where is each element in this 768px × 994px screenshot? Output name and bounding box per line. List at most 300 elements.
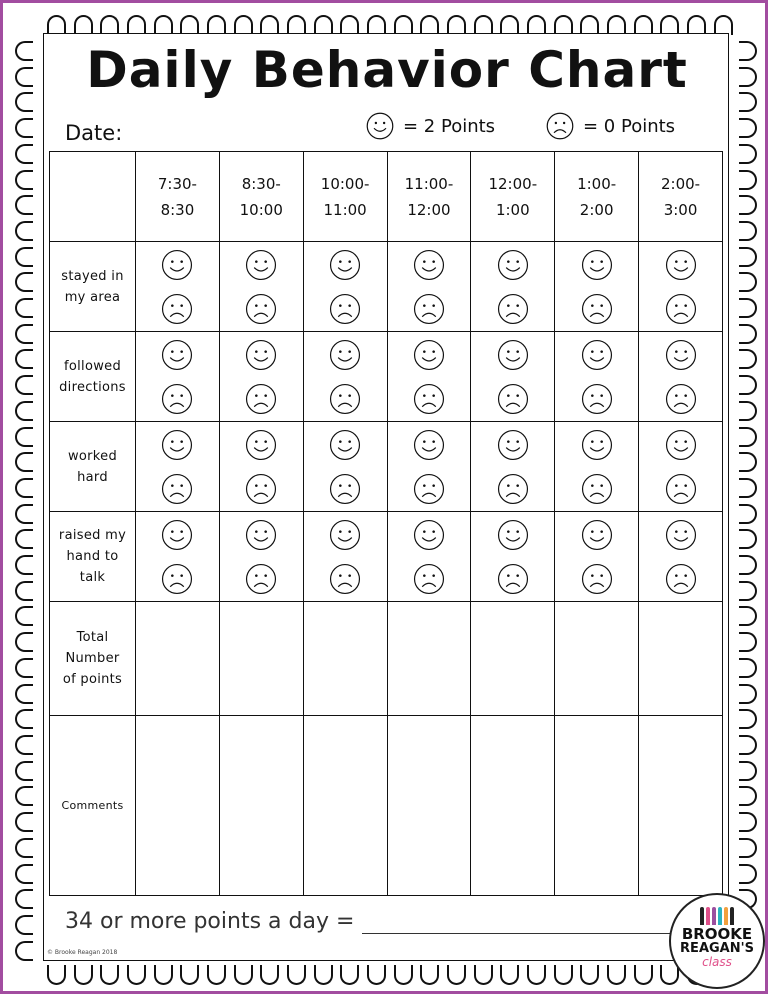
sad-face-icon[interactable]	[580, 562, 614, 596]
comments-cell[interactable]	[303, 716, 387, 896]
face-stack	[639, 338, 722, 416]
time-header-row	[50, 152, 723, 242]
scallop-bump	[739, 247, 757, 267]
sad-face-icon[interactable]	[496, 292, 530, 326]
scallop-bump	[15, 658, 33, 678]
comments-cell[interactable]	[219, 716, 303, 896]
happy-face-icon[interactable]	[664, 428, 698, 462]
sad-face-icon[interactable]	[328, 562, 362, 596]
total-label-line: of points	[62, 672, 123, 687]
behavior-chart-table	[49, 151, 723, 896]
scallop-bump	[15, 427, 33, 447]
scallop-bump	[15, 735, 33, 755]
happy-face-icon[interactable]	[328, 428, 362, 462]
happy-face-icon[interactable]	[580, 248, 614, 282]
face-stack	[136, 518, 219, 596]
happy-face-icon[interactable]	[496, 248, 530, 282]
scallop-bump	[739, 272, 757, 292]
rating-cell	[555, 332, 639, 422]
comments-cell[interactable]	[471, 716, 555, 896]
happy-face-icon[interactable]	[244, 428, 278, 462]
scallop-bump	[739, 452, 757, 472]
face-stack	[136, 428, 219, 506]
scallop-bump	[15, 170, 33, 190]
scallop-bump	[15, 864, 33, 884]
scallop-bump	[15, 915, 33, 935]
face-stack	[304, 518, 387, 596]
time-slot-line: 11:00	[323, 200, 367, 219]
rating-cell	[219, 422, 303, 512]
total-label-line: Total	[76, 630, 109, 645]
scallop-bump	[15, 889, 33, 909]
sad-face-icon[interactable]	[580, 472, 614, 506]
scallop-bump	[15, 709, 33, 729]
face-stack	[555, 518, 638, 596]
scallop-bump	[739, 812, 757, 832]
sad-face-icon[interactable]	[580, 382, 614, 416]
crayon-icon	[712, 907, 716, 925]
sad-face-icon[interactable]	[412, 292, 446, 326]
rating-cell	[639, 332, 723, 422]
scallop-bump	[739, 581, 757, 601]
total-points-cell[interactable]	[639, 602, 723, 716]
scallop-bump	[739, 504, 757, 524]
face-stack	[304, 248, 387, 326]
time-slot-line: 8:30-	[241, 174, 281, 193]
scallop-bump	[100, 965, 119, 985]
sad-face-icon[interactable]	[160, 382, 194, 416]
time-slot-line: 12:00	[407, 200, 451, 219]
scallop-bump	[15, 118, 33, 138]
scallop-bump	[607, 15, 626, 35]
face-stack	[639, 518, 722, 596]
rating-cell	[555, 242, 639, 332]
time-slot-line: 7:30-	[157, 174, 197, 193]
scallop-bump	[739, 555, 757, 575]
time-slot-header	[387, 152, 471, 242]
sad-face-icon[interactable]	[664, 472, 698, 506]
scallop-bump	[474, 15, 493, 35]
scallop-bump	[607, 965, 626, 985]
crayon-icons	[671, 907, 763, 927]
rating-cell	[471, 242, 555, 332]
scallop-bump	[74, 965, 93, 985]
scallop-bump	[15, 452, 33, 472]
sad-face-icon[interactable]	[412, 562, 446, 596]
happy-face-icon[interactable]	[412, 248, 446, 282]
scallop-bump	[154, 15, 173, 35]
rating-cell	[471, 332, 555, 422]
scallop-bump	[15, 555, 33, 575]
behavior-label	[50, 242, 136, 332]
brand-logo	[669, 893, 765, 989]
comments-label: Comments	[50, 716, 136, 896]
rating-cell	[387, 242, 471, 332]
crayon-icon	[706, 907, 710, 925]
scallop-bump	[15, 349, 33, 369]
scallop-bump	[15, 144, 33, 164]
face-stack	[136, 338, 219, 416]
scallop-bump	[660, 15, 679, 35]
scallop-bump	[739, 786, 757, 806]
scallop-bump	[739, 864, 757, 884]
crayon-icon	[718, 907, 722, 925]
scallop-bump	[739, 606, 757, 626]
behavior-label-line: followed	[64, 358, 121, 374]
scallop-bump	[739, 195, 757, 215]
scallop-bump	[367, 15, 386, 35]
happy-face-icon[interactable]	[244, 338, 278, 372]
face-stack	[220, 428, 303, 506]
happy-face-icon[interactable]	[496, 338, 530, 372]
sad-face-icon[interactable]	[580, 292, 614, 326]
happy-face-icon[interactable]	[664, 338, 698, 372]
legend-sad-label: = 0 Points	[583, 115, 676, 137]
face-stack	[471, 338, 554, 416]
scallop-bump	[15, 581, 33, 601]
scallop-bump	[15, 838, 33, 858]
rating-cell	[303, 512, 387, 602]
happy-face-icon[interactable]	[328, 518, 362, 552]
scallop-bump	[15, 812, 33, 832]
rating-cell	[136, 242, 220, 332]
behavior-label-line: hard	[77, 469, 108, 485]
happy-face-icon[interactable]	[328, 338, 362, 372]
legend-sad	[545, 109, 675, 143]
scallop-bump	[15, 606, 33, 626]
sad-face-icon[interactable]	[664, 382, 698, 416]
scallop-bump	[739, 221, 757, 241]
total-label	[50, 602, 136, 716]
scallop-bump	[739, 735, 757, 755]
scallop-bump	[474, 965, 493, 985]
rating-cell	[303, 332, 387, 422]
happy-face-icon[interactable]	[160, 248, 194, 282]
total-points-cell[interactable]	[303, 602, 387, 716]
scallop-bump	[340, 965, 359, 985]
scallop-bump	[15, 786, 33, 806]
scallop-bump	[287, 965, 306, 985]
face-stack	[388, 428, 471, 506]
scallop-bump	[15, 324, 33, 344]
face-stack	[471, 248, 554, 326]
behavior-label	[50, 332, 136, 422]
happy-face-icon[interactable]	[244, 518, 278, 552]
behavior-row	[50, 422, 723, 512]
scallop-bump	[527, 965, 546, 985]
scallop-bump	[714, 15, 733, 35]
rating-cell	[219, 332, 303, 422]
scallop-bump	[15, 478, 33, 498]
rating-cell	[303, 422, 387, 512]
scalloped-border-left	[11, 41, 33, 961]
time-slot-line: 12:00-	[488, 174, 538, 193]
comments-cell[interactable]	[387, 716, 471, 896]
scallop-bump	[447, 965, 466, 985]
total-points-row	[50, 602, 723, 716]
face-stack	[304, 338, 387, 416]
scallop-bump	[687, 15, 706, 35]
scallop-bump	[739, 709, 757, 729]
time-slot-header	[555, 152, 639, 242]
scallop-bump	[739, 632, 757, 652]
face-stack	[471, 518, 554, 596]
total-label-line: Number	[65, 651, 120, 666]
scallop-bump	[394, 965, 413, 985]
scallop-bump	[15, 529, 33, 549]
sad-face-icon[interactable]	[496, 382, 530, 416]
sad-face-icon	[545, 111, 575, 141]
sad-face-icon[interactable]	[328, 292, 362, 326]
scallop-bump	[554, 15, 573, 35]
happy-face-icon[interactable]	[664, 248, 698, 282]
rating-cell	[555, 422, 639, 512]
scallop-bump	[739, 144, 757, 164]
corner-cell	[50, 152, 136, 242]
scallop-bump	[15, 247, 33, 267]
scallop-bump	[580, 15, 599, 35]
face-stack	[220, 338, 303, 416]
happy-face-icon[interactable]	[580, 338, 614, 372]
happy-face-icon[interactable]	[412, 518, 446, 552]
date-label: Date:	[65, 121, 123, 145]
sad-face-icon[interactable]	[664, 292, 698, 326]
scallop-bump	[15, 375, 33, 395]
scallop-bump	[234, 15, 253, 35]
scallop-bump	[15, 221, 33, 241]
time-slot-line: 10:00-	[320, 174, 370, 193]
face-stack	[471, 428, 554, 506]
face-stack	[639, 248, 722, 326]
behavior-label-line: directions	[59, 379, 126, 395]
behavior-label-line: talk	[79, 570, 106, 585]
scallop-bump	[260, 965, 279, 985]
time-slot-line: 2:00	[579, 200, 614, 219]
sad-face-icon[interactable]	[244, 292, 278, 326]
behavior-row	[50, 512, 723, 602]
scallop-bump	[554, 965, 573, 985]
logo-line-1: BROOKE	[681, 925, 753, 943]
scallop-bump	[15, 195, 33, 215]
face-stack	[136, 248, 219, 326]
time-slot-header	[219, 152, 303, 242]
time-slot-line: 11:00-	[404, 174, 454, 193]
logo-line-2: REAGAN'S	[680, 941, 754, 956]
happy-face-icon[interactable]	[160, 338, 194, 372]
face-stack	[388, 338, 471, 416]
happy-face-icon[interactable]	[580, 518, 614, 552]
rating-cell	[639, 512, 723, 602]
rating-cell	[639, 422, 723, 512]
comments-cell[interactable]	[639, 716, 723, 896]
scallop-bump	[314, 15, 333, 35]
total-points-cell[interactable]	[387, 602, 471, 716]
face-stack	[388, 248, 471, 326]
scallop-bump	[367, 965, 386, 985]
sad-face-icon[interactable]	[496, 472, 530, 506]
scallop-bump	[15, 632, 33, 652]
scallop-bump	[634, 965, 653, 985]
scallop-bump	[739, 170, 757, 190]
face-stack	[555, 428, 638, 506]
scallop-bump	[74, 15, 93, 35]
happy-face-icon[interactable]	[244, 248, 278, 282]
sad-face-icon[interactable]	[496, 562, 530, 596]
time-slot-line: 1:00-	[577, 174, 617, 193]
total-points-cell[interactable]	[219, 602, 303, 716]
face-stack	[220, 248, 303, 326]
goal-line	[65, 909, 682, 934]
rating-cell	[471, 422, 555, 512]
behavior-label	[50, 512, 136, 602]
sad-face-icon[interactable]	[412, 472, 446, 506]
scallop-bump	[394, 15, 413, 35]
behavior-label-line: worked	[67, 448, 118, 464]
rating-cell	[219, 242, 303, 332]
face-stack	[639, 428, 722, 506]
scalloped-border-top	[47, 9, 733, 35]
behavior-row	[50, 242, 723, 332]
scallop-bump	[739, 658, 757, 678]
total-points-cell[interactable]	[136, 602, 220, 716]
scallop-bump	[739, 298, 757, 318]
sad-face-icon[interactable]	[328, 382, 362, 416]
scallop-bump	[739, 324, 757, 344]
scallop-bump	[739, 401, 757, 421]
sad-face-icon[interactable]	[328, 472, 362, 506]
time-slot-line: 8:30	[160, 200, 195, 219]
goal-blank-line[interactable]	[362, 909, 682, 934]
scallop-bump	[15, 761, 33, 781]
crayon-icon	[730, 907, 734, 925]
behavior-label	[50, 422, 136, 512]
copyright-text: © Brooke Reagan 2018	[47, 949, 118, 956]
scallop-bump	[739, 761, 757, 781]
rating-cell	[387, 512, 471, 602]
behavior-label-line: raised my	[58, 528, 127, 543]
rating-cell	[219, 512, 303, 602]
scallop-bump	[207, 15, 226, 35]
happy-face-icon[interactable]	[412, 338, 446, 372]
legend-happy-label: = 2 Points	[403, 115, 496, 137]
scallop-bump	[634, 15, 653, 35]
sad-face-icon[interactable]	[160, 562, 194, 596]
scallop-bump	[739, 529, 757, 549]
scallop-bump	[207, 965, 226, 985]
scallop-bump	[47, 15, 66, 35]
comments-row	[50, 716, 723, 896]
scallop-bump	[527, 15, 546, 35]
behavior-label-line: stayed in	[61, 268, 124, 284]
sad-face-icon[interactable]	[160, 292, 194, 326]
time-slot-line: 3:00	[663, 200, 698, 219]
face-stack	[555, 248, 638, 326]
page-title: Daily Behavior Chart	[86, 41, 688, 99]
scallop-bump	[420, 965, 439, 985]
happy-face-icon[interactable]	[160, 518, 194, 552]
time-slot-line: 2:00-	[660, 174, 701, 193]
time-slot-header	[303, 152, 387, 242]
scallop-bump	[739, 478, 757, 498]
scallop-bump	[127, 965, 146, 985]
scallop-bump	[127, 15, 146, 35]
scallop-bump	[739, 838, 757, 858]
face-stack	[555, 338, 638, 416]
scallop-bump	[15, 401, 33, 421]
rating-cell	[136, 512, 220, 602]
sad-face-icon[interactable]	[244, 562, 278, 596]
sad-face-icon[interactable]	[244, 472, 278, 506]
face-stack	[220, 518, 303, 596]
scallop-bump	[420, 15, 439, 35]
scallop-bump	[47, 965, 66, 985]
scallop-bump	[500, 15, 519, 35]
legend-happy	[365, 109, 495, 143]
rating-cell	[387, 332, 471, 422]
scallop-bump	[739, 684, 757, 704]
face-stack	[388, 518, 471, 596]
rating-cell	[303, 242, 387, 332]
scallop-bump	[15, 684, 33, 704]
behavior-label-line: hand to	[66, 549, 119, 564]
scallop-bump	[15, 504, 33, 524]
scallop-bump	[15, 941, 33, 961]
scallop-bump	[739, 375, 757, 395]
rating-cell	[136, 422, 220, 512]
scallop-bump	[739, 427, 757, 447]
comments-cell[interactable]	[555, 716, 639, 896]
sad-face-icon[interactable]	[160, 472, 194, 506]
scallop-bump	[739, 349, 757, 369]
scalloped-border-right	[739, 41, 761, 961]
scallop-bump	[314, 965, 333, 985]
scallop-bump	[180, 15, 199, 35]
time-slot-header	[136, 152, 220, 242]
scallop-bump	[739, 118, 757, 138]
scallop-bump	[154, 965, 173, 985]
sad-face-icon[interactable]	[412, 382, 446, 416]
rating-cell	[387, 422, 471, 512]
happy-face-icon[interactable]	[412, 428, 446, 462]
scalloped-border-bottom	[47, 965, 733, 991]
crayon-icon	[700, 907, 704, 925]
total-points-cell[interactable]	[471, 602, 555, 716]
happy-face-icon[interactable]	[160, 428, 194, 462]
behavior-row	[50, 332, 723, 422]
scallop-bump	[447, 15, 466, 35]
time-slot-header	[639, 152, 723, 242]
happy-face-icon[interactable]	[496, 518, 530, 552]
happy-face-icon[interactable]	[328, 248, 362, 282]
scallop-bump	[340, 15, 359, 35]
behavior-label-line: my area	[64, 289, 121, 305]
scallop-bump	[15, 298, 33, 318]
happy-face-icon[interactable]	[664, 518, 698, 552]
time-slot-line: 10:00	[239, 200, 283, 219]
total-points-cell[interactable]	[555, 602, 639, 716]
logo-line-3: class	[702, 955, 732, 969]
scallop-bump	[234, 965, 253, 985]
crayon-icon	[724, 907, 728, 925]
happy-face-icon[interactable]	[580, 428, 614, 462]
scallop-bump	[287, 15, 306, 35]
time-slot-header	[471, 152, 555, 242]
happy-face-icon[interactable]	[496, 428, 530, 462]
sad-face-icon[interactable]	[664, 562, 698, 596]
sad-face-icon[interactable]	[244, 382, 278, 416]
scallop-bump	[260, 15, 279, 35]
comments-cell[interactable]	[136, 716, 220, 896]
